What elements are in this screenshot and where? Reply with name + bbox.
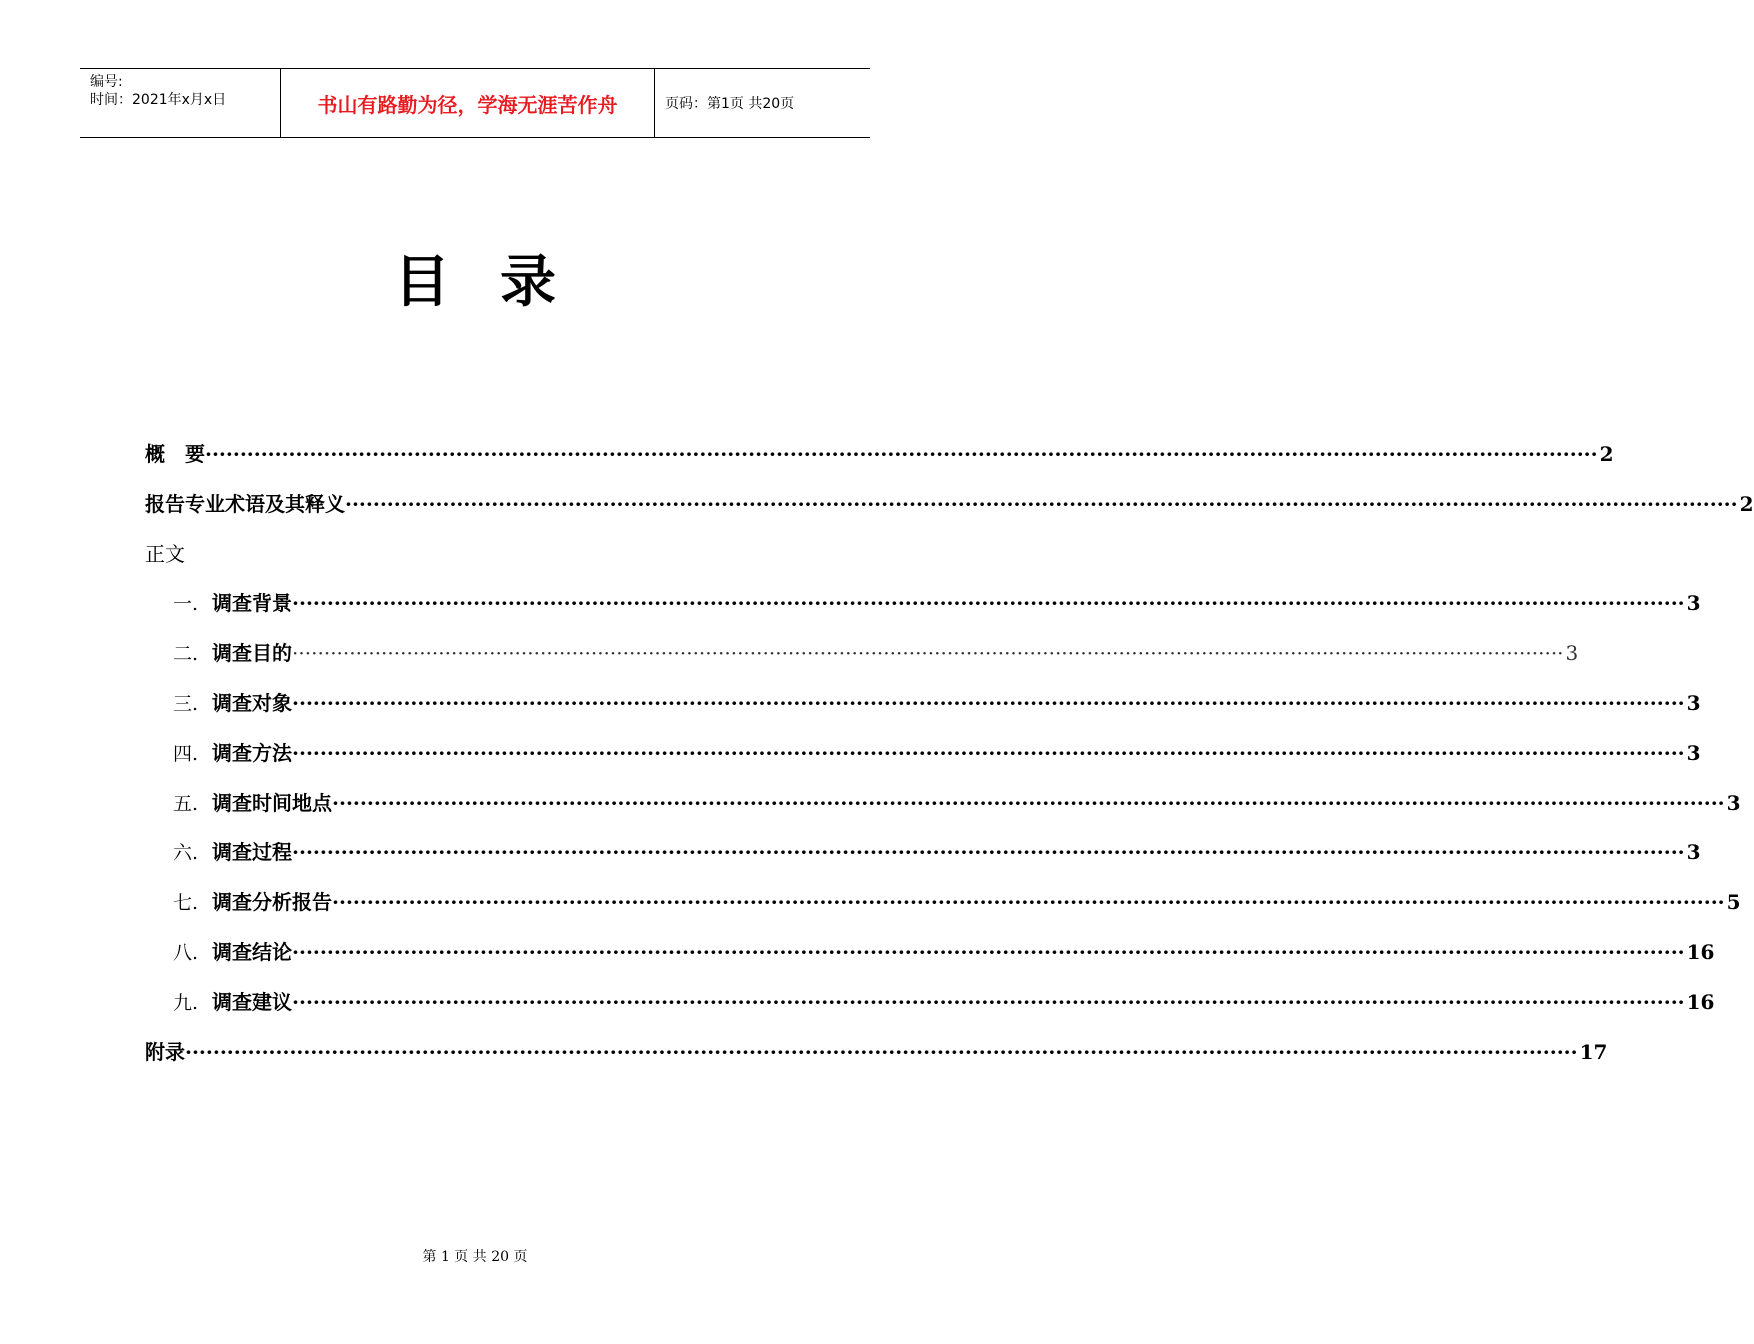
toc-entry[interactable]: 一. 调查背景 ········································································································································································································ 3 bbox=[145, 587, 775, 637]
toc-entry[interactable]: 八. 调查结论 ········································································································································································································ 16 bbox=[145, 936, 775, 986]
toc-entry-number: 七. bbox=[173, 892, 199, 915]
toc-entry[interactable]: 五. 调查时间地点 ········································································································································································································ 3 bbox=[145, 787, 775, 837]
page-footer: 第 1 页 共 20 页 bbox=[422, 1249, 528, 1265]
toc-entry[interactable]: 七. 调查分析报告 ········································································································································································································ 5 bbox=[145, 886, 775, 936]
toc-entry[interactable]: 附录 ········································································································································································································ 17 bbox=[145, 1036, 775, 1086]
toc-section-heading bbox=[145, 538, 775, 588]
time-label: 时间：2021年x月x日 bbox=[90, 92, 227, 108]
toc-entry-page: 3 bbox=[1686, 840, 1701, 865]
toc-entry-page: 5 bbox=[1726, 890, 1741, 915]
toc-entry-page: 2 bbox=[1599, 442, 1614, 466]
toc-entry-label: 调查时间地点 bbox=[212, 790, 333, 815]
toc-entry-page: 16 bbox=[1686, 939, 1715, 964]
toc-entry-page: 2 bbox=[1739, 491, 1754, 516]
toc-entry[interactable]: 三. 调查对象 ········································································································································································································ 3 bbox=[145, 687, 775, 737]
toc-entry-page: 3 bbox=[1726, 790, 1741, 815]
toc-entry-page: 17 bbox=[1579, 1039, 1608, 1064]
header-page-info: 页码：第1页 共20页 bbox=[665, 96, 795, 112]
number-label: 编号: bbox=[90, 74, 123, 90]
toc-entry-label: 调查过程 bbox=[212, 840, 293, 865]
toc-entry-number: 六. bbox=[173, 842, 199, 865]
page-header bbox=[80, 68, 870, 138]
toc-entry-label: 附录 bbox=[145, 1039, 185, 1064]
toc-entry-number: 四. bbox=[173, 742, 199, 765]
toc-entry-page: 3 bbox=[1686, 591, 1701, 616]
toc-entry[interactable]: 概 要 ········································································································································································································ 2 bbox=[145, 438, 775, 488]
page-title bbox=[0, 238, 950, 318]
toc-entry-label: 调查背景 bbox=[212, 591, 293, 616]
toc-entry[interactable]: 六. 调查过程 ········································································································································································································ 3 bbox=[145, 836, 775, 886]
toc-entry-label: 调查目的 bbox=[212, 641, 293, 666]
header-motto: 书山有路勤为径，学海无涯苦作舟 bbox=[281, 69, 655, 137]
toc-entry-label: 正文 bbox=[145, 541, 185, 566]
toc-entry-label: 调查建议 bbox=[212, 989, 293, 1014]
header-meta bbox=[80, 69, 281, 137]
toc-entry-label: 概 要 bbox=[145, 442, 205, 466]
toc-entry-label: 调查分析报告 bbox=[212, 890, 333, 915]
toc-entry-number: 三. bbox=[173, 692, 199, 715]
toc-entry-number: 二. bbox=[173, 643, 199, 666]
table-of-contents bbox=[145, 438, 1754, 1085]
toc-entry-page: 3 bbox=[1686, 690, 1701, 715]
toc-entry-number: 八. bbox=[173, 941, 199, 964]
toc-entry-label: 调查方法 bbox=[212, 740, 293, 765]
title-char-2: 录 bbox=[500, 250, 556, 315]
toc-entry-page: 16 bbox=[1686, 989, 1715, 1014]
toc-entry-number: 五. bbox=[173, 792, 199, 815]
toc-entry-number: 一. bbox=[173, 593, 199, 616]
toc-entry[interactable]: 九. 调查建议 ········································································································································································································ 16 bbox=[145, 986, 775, 1036]
toc-entry-number: 九. bbox=[173, 991, 199, 1014]
title-char-1: 目 bbox=[394, 250, 450, 315]
toc-entry[interactable]: 报告专业术语及其释义 ········································································································································································································ 2 bbox=[145, 488, 775, 538]
toc-entry-label: 调查结论 bbox=[212, 939, 293, 964]
toc-entry-label: 报告专业术语及其释义 bbox=[145, 491, 345, 516]
toc-entry[interactable]: 二. 调查目的 ········································································································································································································ 3 bbox=[145, 637, 775, 687]
toc-entry-page: 3 bbox=[1686, 740, 1701, 765]
toc-entry[interactable]: 四. 调查方法 ········································································································································································································ 3 bbox=[145, 737, 775, 787]
toc-entry-label: 调查对象 bbox=[212, 690, 293, 715]
toc-entry-page: 3 bbox=[1565, 641, 1579, 666]
